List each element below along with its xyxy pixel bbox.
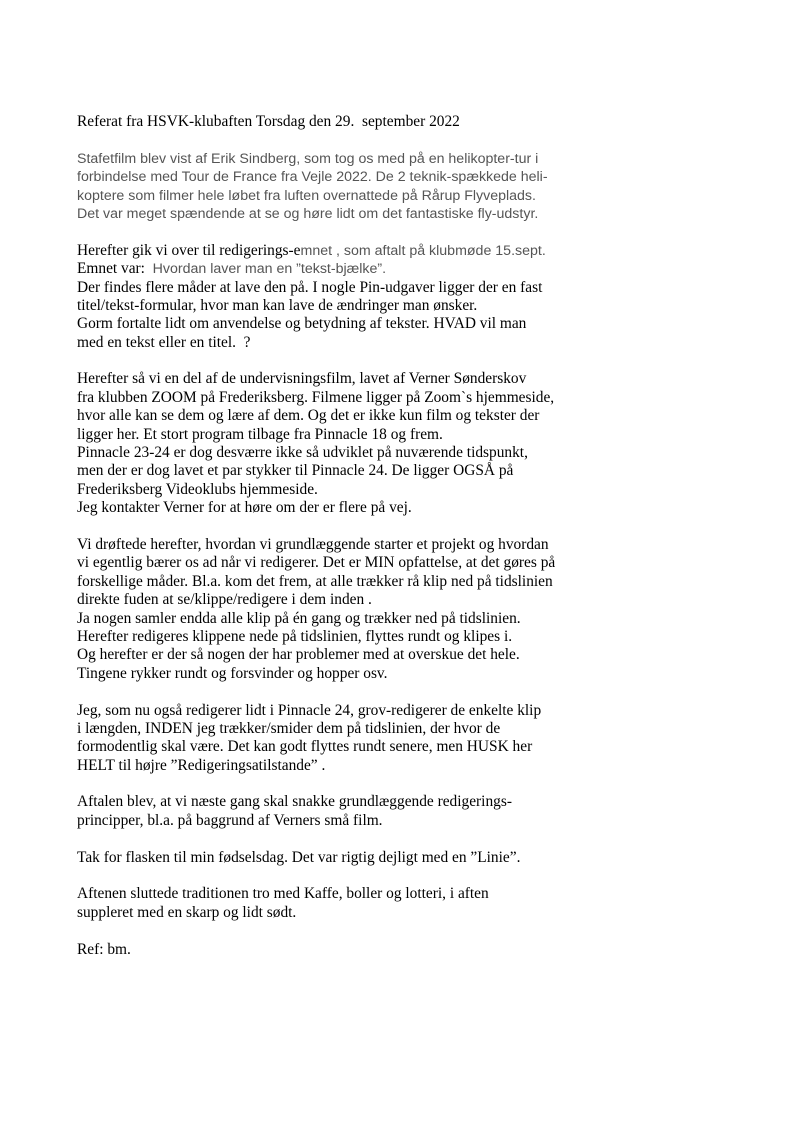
text-line: Pinnacle 23-24 er dog desværre ikke så udviklet på nuværende tidspunkt, [77,444,528,462]
paragraph-redigering [77,242,777,352]
text-line [77,242,777,260]
text-line: Gorm fortalte lidt om anvendelse og betydning af tekster. HVAD vil man [77,315,527,333]
paragraph-gap [77,922,777,940]
text-line: titel/tekst-formular, hvor man kan lave de ændringer man ønsker. [77,296,478,314]
text-line: formodentlig skal være. Det kan godt flyttes rundt senere, men HUSK her [77,738,533,756]
text-line: med en tekst eller en titel. ? [77,333,251,351]
text-line: Ja nogen samler endda alle klip på én gang og trækker ned på tidslinien. [77,609,521,627]
text-line: HELT til højre ”Redigeringsatilstande” . [77,756,326,774]
paragraph-afslutning [77,885,777,922]
signature: Ref: bm. [77,940,131,958]
paragraph-tak [77,849,777,867]
text-line: Tak for flasken til min fødselsdag. Det var rigtig dejligt med en ”Linie”. [77,848,521,866]
paragraph-gap [77,518,777,536]
paragraph-undervisningsfilm [77,370,777,517]
text-line: Det var meget spændende at se og høre lidt om det fantastiske fly-udstyr. [77,205,539,222]
text-line: Jeg kontakter Verner for at høre om der er flere på vej. [77,499,412,517]
text-line: ligger her. Et stort program tilbage fra Pinnacle 18 og frem. [77,425,443,443]
text-line: Tingene rykker rundt og forsvinder og hopper osv. [77,664,388,682]
text-line: forskellige måder. Bl.a. kom det frem, at alle trækker rå klip ned på tidslinien [77,572,553,590]
text-line: Vi drøftede herefter, hvordan vi grundlæggende starter et projekt og hvordan [77,535,549,553]
text-fragment: Emnet var: [77,260,153,278]
text-line: direkte fuden at se/klippe/redigere i dem inden . [77,591,372,609]
paragraph-droeftelse [77,536,777,683]
text-line: vi egentlig bærer os ad når vi redigerer. Det er MIN opfattelse, at det gøres på [77,554,556,572]
text-line: koptere som filmer hele løbet fra luften overnattede på Rårup Flyveplads. [77,187,536,204]
text-line: Herefter redigeres klippene nede på tidslinien, flyttes rundt og klipes i. [77,627,513,645]
text-fragment: Hvordan laver man en ”tekst-bjælke”. [152,261,387,278]
text-line: Der findes flere måder at lave den på. I nogle Pin-udgaver ligger der en fast [77,278,543,296]
text-line: hvor alle kan se dem og lære af dem. Og det er ikke kun film og tekster der [77,407,540,425]
text-line: Aftalen blev, at vi næste gang skal snakke grundlæggende redigerings- [77,793,512,811]
text-fragment: Herefter gik vi over til redigerings-e [77,241,301,259]
text-line: forbindelse med Tour de France fra Vejle 2022. De 2 teknik-spækkede heli- [77,169,548,186]
paragraph-gap [77,352,777,370]
paragraph-gap [77,830,777,848]
text-line: Aftenen sluttede traditionen tro med Kaffe, boller og lotteri, i aften [77,885,489,903]
paragraph-gap [77,683,777,701]
text-line: Stafetfilm blev vist af Erik Sindberg, som tog os med på en helikopter-tur i [77,150,539,167]
document-title: Referat fra HSVK-klubaften Torsdag den 29. september 2022 [77,113,460,130]
paragraph-grov-redigering [77,702,777,776]
paragraph-gap [77,775,777,793]
document-page [77,113,777,959]
text-line: Herefter så vi en del af de undervisningsfilm, lavet af Verner Sønderskov [77,370,527,388]
paragraph-gap [77,867,777,885]
text-line: Jeg, som nu også redigerer lidt i Pinnacle 24, grov-redigerer de enkelte klip [77,701,542,719]
text-line: men der er dog lavet et par stykker til Pinnacle 24. De ligger OGSÅ på [77,462,514,480]
text-fragment: mnet , som aftalt på klubmøde 15.sept. [300,242,546,259]
paragraph-gap [77,131,777,149]
text-line: principper, bl.a. på baggrund af Verners små film. [77,811,383,829]
paragraph-aftale [77,793,777,830]
text-line: fra klubben ZOOM på Frederiksberg. Filmene ligger på Zoom`s hjemmeside, [77,388,555,406]
paragraph-gap [77,223,777,241]
text-line: suppleret med en skarp og lidt sødt. [77,903,297,921]
text-line: i længden, INDEN jeg trækker/smider dem på tidslinien, der hvor de [77,719,501,737]
text-line: Frederiksberg Videoklubs hjemmeside. [77,480,318,498]
text-line [77,260,777,278]
paragraph-stafetfilm [77,150,777,224]
text-line: Og herefter er der så nogen der har problemer med at overskue det hele. [77,646,520,664]
